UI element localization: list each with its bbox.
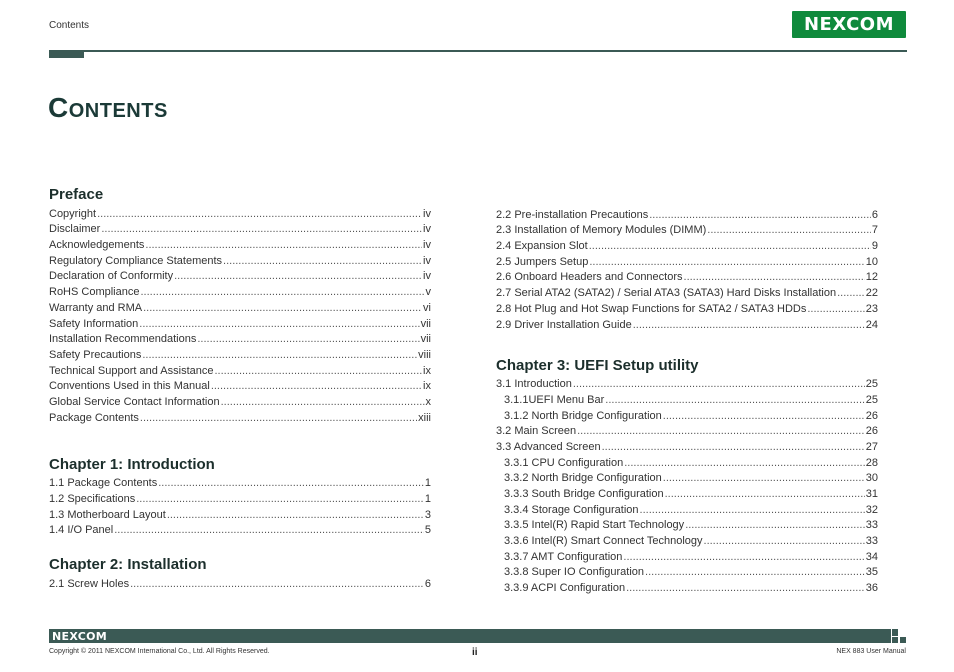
toc-leader-dots (807, 302, 864, 317)
toc-leader-dots (139, 317, 419, 332)
toc-entry-label: 3.3.9 ACPI Configuration (504, 582, 626, 595)
toc-entry[interactable] (49, 237, 431, 253)
footer-copyright: Copyright © 2011 NEXCOM International Co., Ltd. All Rights Reserved. (49, 648, 270, 655)
toc-leader-dots (685, 518, 865, 533)
toc-entry[interactable] (49, 410, 431, 426)
toc-leader-dots (663, 409, 865, 424)
toc-entry-label: 1.3 Motherboard Layout (49, 508, 166, 521)
toc-leader-dots (136, 492, 424, 507)
toc-entry-label: Package Contents (49, 411, 139, 424)
toc-entry[interactable] (496, 301, 878, 317)
toc-leader-dots (626, 581, 865, 596)
toc-entry[interactable] (49, 269, 431, 285)
toc-entry-label: 3.3.6 Intel(R) Smart Connect Technology (504, 535, 703, 548)
toc-entry-label: 1.1 Package Contents (49, 477, 158, 490)
toc-leader-dots (605, 393, 864, 408)
toc-list-chapter2-cont (496, 207, 878, 333)
toc-entry-label: Safety Information (49, 317, 139, 330)
footer-bar (49, 629, 891, 643)
toc-entry[interactable] (49, 347, 431, 363)
toc-entry[interactable] (49, 363, 431, 379)
toc-entry-label: 3.3.1 CPU Configuration (504, 456, 624, 469)
toc-entry[interactable] (496, 392, 878, 408)
toc-entry-label: 3.3.4 Storage Configuration (504, 503, 639, 516)
toc-leader-dots (645, 565, 865, 580)
toc-leader-dots (197, 332, 419, 347)
toc-leader-dots (130, 577, 424, 592)
toc-entry-page: 32 (865, 503, 878, 516)
toc-entry-label: 2.4 Expansion Slot (496, 240, 588, 253)
footer-page-number: ii (472, 647, 478, 658)
toc-entry-page: 31 (865, 488, 878, 500)
toc-entry-page: iv (423, 207, 431, 220)
toc-entry[interactable] (49, 491, 431, 507)
toc-entry[interactable] (496, 439, 878, 455)
section-heading: Chapter 1: Introduction (49, 455, 215, 473)
toc-entry-label: 1.4 I/O Panel (49, 524, 114, 537)
toc-entry[interactable] (49, 300, 431, 316)
toc-entry-page: xiii (418, 411, 431, 424)
toc-entry[interactable] (496, 455, 878, 471)
toc-entry-page: vi (423, 301, 431, 314)
toc-entry[interactable] (496, 471, 878, 487)
toc-leader-dots (684, 270, 865, 285)
toc-entry-label: Acknowledgements (49, 239, 145, 252)
toc-entry-label: 2.6 Onboard Headers and Connectors (496, 271, 683, 284)
toc-list (49, 576, 431, 592)
toc-entry-page: 27 (865, 440, 878, 453)
toc-leader-dots (158, 476, 424, 491)
toc-leader-dots (142, 348, 417, 363)
toc-entry[interactable] (496, 518, 878, 534)
toc-column-left (49, 186, 431, 592)
toc-leader-dots (707, 223, 871, 238)
toc-entry-page: 1 (424, 493, 431, 505)
toc-leader-dots (573, 377, 865, 392)
toc-entry-page: 1 (424, 477, 431, 490)
toc-entry-page: 6 (424, 578, 431, 591)
toc-leader-dots (114, 523, 424, 538)
toc-leader-dots (623, 550, 864, 565)
toc-entry-page: 35 (865, 566, 878, 579)
toc-entry-page: viii (418, 348, 431, 361)
toc-entry-page: 22 (865, 287, 878, 300)
toc-entry-label: Warranty and RMA (49, 301, 143, 314)
toc-entry[interactable] (496, 408, 878, 424)
toc-entry-label: 3.3.2 North Bridge Configuration (504, 472, 662, 485)
toc-entry-page: vii (420, 333, 431, 346)
toc-entry[interactable] (49, 222, 431, 238)
toc-entry-page: 33 (865, 535, 878, 548)
toc-entry[interactable] (49, 379, 431, 395)
page-title (48, 92, 168, 124)
toc-entry[interactable] (49, 476, 431, 492)
toc-entry[interactable] (496, 223, 878, 239)
toc-entry-label: 3.3.5 Intel(R) Rapid Start Technology (504, 519, 685, 532)
toc-entry-label: 2.7 Serial ATA2 (SATA2) / Serial ATA3 (SATA3) Hard Disks Installation (496, 287, 837, 300)
toc-entry-page: 25 (865, 378, 878, 391)
toc-entry-page: iv (423, 254, 431, 267)
toc-entry-page: 25 (865, 393, 878, 406)
toc-entry[interactable] (496, 549, 878, 565)
toc-entry-label: 2.1 Screw Holes (49, 578, 130, 591)
toc-entry-page: 24 (865, 318, 878, 331)
toc-entry-page: iv (423, 239, 431, 252)
toc-leader-dots (837, 286, 865, 301)
toc-entry-page: v (425, 286, 431, 299)
toc-entry-label: 2.9 Driver Installation Guide (496, 318, 632, 331)
toc-entry-label: Technical Support and Assistance (49, 364, 214, 377)
toc-entry[interactable] (49, 284, 431, 300)
toc-leader-dots (215, 364, 423, 379)
section-heading-chapter3: Chapter 3: UEFI Setup utility (496, 356, 699, 374)
toc-entry-label: Global Service Contact Information (49, 395, 220, 408)
top-rule-tab (49, 50, 84, 58)
toc-leader-dots (624, 456, 865, 471)
toc-entry-page: 23 (865, 302, 878, 315)
toc-leader-dots (640, 503, 865, 518)
toc-entry-page: 10 (865, 255, 878, 268)
toc-leader-dots (633, 318, 865, 333)
toc-entry-label: 2.3 Installation of Memory Modules (DIMM) (496, 224, 707, 237)
section-heading: Chapter 2: Installation (49, 556, 207, 574)
toc-entry-page: x (425, 395, 431, 408)
toc-entry-label: Installation Recommendations (49, 333, 197, 346)
toc-entry-label: Conventions Used in this Manual (49, 380, 210, 393)
toc-leader-dots (101, 222, 422, 237)
toc-entry[interactable] (49, 523, 431, 539)
toc-leader-dots (140, 411, 417, 426)
toc-entry[interactable] (496, 270, 878, 286)
toc-entry-page: 26 (865, 425, 878, 438)
toc-entry[interactable] (496, 580, 878, 596)
toc-entry[interactable] (49, 576, 431, 592)
toc-entry-label: 2.8 Hot Plug and Hot Swap Functions for SATA2 / SATA3 HDDs (496, 302, 807, 315)
toc-entry-label: 3.1.2 North Bridge Configuration (504, 409, 662, 422)
toc-leader-dots (589, 239, 871, 254)
toc-entry-label: 3.3.8 Super IO Configuration (504, 566, 645, 579)
toc-entry-label: 3.3.7 AMT Configuration (504, 550, 623, 563)
toc-leader-dots (221, 395, 425, 410)
toc-entry[interactable] (49, 316, 431, 332)
toc-entry-label: Regulatory Compliance Statements (49, 254, 223, 267)
toc-entry-page: 9 (871, 240, 878, 253)
toc-leader-dots (143, 301, 422, 316)
toc-entry-page: 3 (424, 508, 431, 521)
toc-entry-label: Copyright (49, 207, 97, 220)
toc-leader-dots (663, 471, 865, 486)
header-label: Contents (49, 20, 90, 31)
toc-entry-page: vii (420, 317, 431, 330)
toc-entry-page: 36 (865, 582, 878, 595)
toc-entry[interactable] (49, 394, 431, 410)
toc-entry-page: iv (423, 270, 431, 283)
toc-leader-dots (97, 207, 422, 222)
footer-logo: NEXCOM (52, 630, 107, 643)
toc-entry-page: 33 (865, 519, 878, 532)
top-rule (49, 50, 907, 52)
toc-list (49, 476, 431, 539)
toc-entry[interactable] (49, 507, 431, 523)
toc-leader-dots (167, 508, 424, 523)
toc-leader-dots (602, 440, 865, 455)
toc-entry-label: Declaration of Conformity (49, 270, 174, 283)
toc-entry-page: 5 (424, 524, 431, 537)
toc-entry-page: 7 (871, 224, 878, 237)
toc-entry-label: Safety Precautions (49, 348, 142, 361)
toc-entry-page: ix (423, 364, 431, 377)
toc-entry-label: 2.2 Pre-installation Precautions (496, 208, 649, 221)
toc-entry[interactable] (496, 424, 878, 440)
toc-entry[interactable] (496, 238, 878, 254)
logo-text: NEXCOM (803, 14, 895, 35)
toc-entry[interactable] (496, 207, 878, 223)
toc-column-right (496, 207, 878, 596)
toc-entry[interactable] (496, 317, 878, 333)
toc-entry[interactable] (496, 533, 878, 549)
toc-leader-dots (649, 208, 871, 223)
toc-leader-dots (140, 285, 424, 300)
toc-leader-dots (577, 424, 865, 439)
toc-entry[interactable] (496, 502, 878, 518)
toc-entry-label: 3.3 Advanced Screen (496, 440, 601, 453)
toc-leader-dots (665, 487, 865, 502)
section-heading: Preface (49, 186, 104, 203)
toc-entry-page: 6 (871, 208, 878, 221)
toc-entry-label: RoHS Compliance (49, 286, 140, 299)
toc-list (49, 206, 431, 426)
toc-entry-page: 26 (865, 409, 878, 422)
toc-entry-label: Disclaimer (49, 223, 101, 236)
toc-entry-label: 2.5 Jumpers Setup (496, 255, 589, 268)
toc-entry[interactable] (496, 254, 878, 270)
toc-entry[interactable] (496, 565, 878, 581)
toc-entry-page: 34 (865, 550, 878, 563)
toc-entry[interactable] (49, 332, 431, 348)
toc-entry-page: ix (423, 380, 431, 393)
toc-leader-dots (174, 269, 422, 284)
toc-entry[interactable] (496, 377, 878, 393)
toc-entry[interactable] (49, 206, 431, 222)
toc-entry-page: 12 (865, 271, 878, 284)
toc-entry-page: 30 (865, 472, 878, 485)
toc-leader-dots (589, 255, 864, 270)
footer-squares-icon (892, 629, 908, 643)
toc-entry-label: 3.1.1UEFI Menu Bar (504, 393, 605, 406)
footer-manual-name: NEX 883 User Manual (836, 648, 906, 655)
toc-leader-dots (145, 238, 422, 253)
toc-leader-dots (223, 254, 422, 269)
toc-entry[interactable] (496, 285, 878, 301)
toc-leader-dots (704, 534, 865, 549)
page-title-initial: C (48, 92, 69, 123)
toc-entry-page: iv (423, 223, 431, 236)
toc-entry[interactable] (496, 486, 878, 502)
nexcom-logo (792, 11, 906, 38)
toc-entry-label: 3.2 Main Screen (496, 425, 577, 438)
toc-entry-label: 3.1 Introduction (496, 378, 572, 391)
toc-entry-label: 3.3.3 South Bridge Configuration (504, 488, 664, 500)
toc-entry-page: 28 (865, 456, 878, 469)
toc-entry[interactable] (49, 253, 431, 269)
toc-entry-label: 1.2 Specifications (49, 493, 136, 505)
page-title-rest: ONTENTS (68, 100, 168, 122)
toc-list-chapter3 (496, 377, 878, 597)
toc-leader-dots (211, 379, 422, 394)
